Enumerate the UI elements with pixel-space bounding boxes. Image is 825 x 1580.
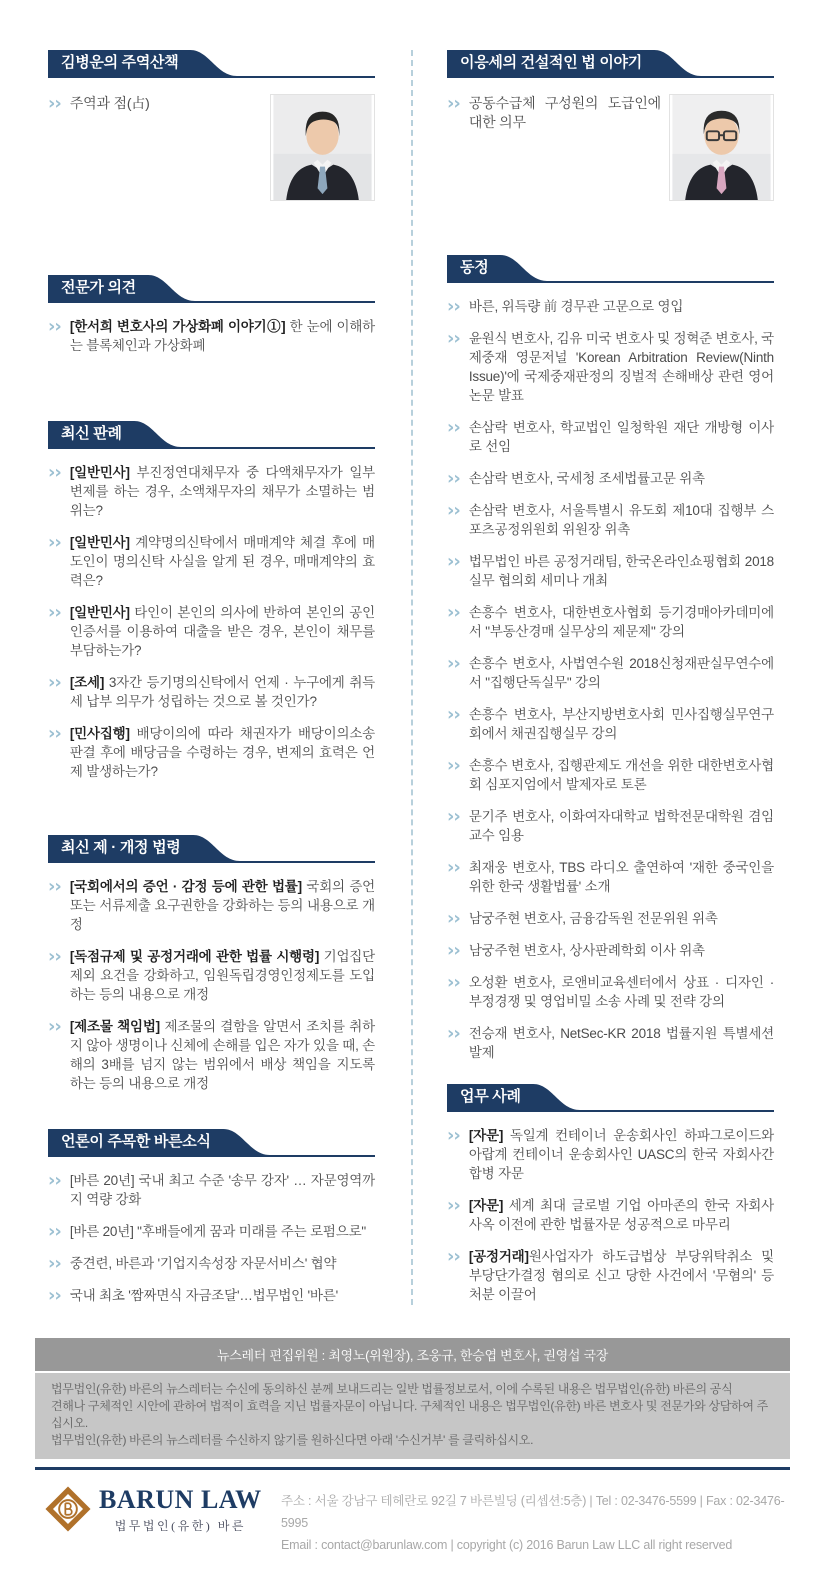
- double-chevron-icon: ››: [48, 1285, 61, 1306]
- list-item[interactable]: [48, 724, 375, 781]
- double-chevron-icon: ››: [447, 417, 460, 438]
- double-chevron-icon: ››: [48, 93, 61, 114]
- barun-law-logo[interactable]: [45, 1486, 262, 1534]
- column-divider: [411, 50, 413, 1305]
- item-text: 국내 최초 '짬짜면식 자금조달'…법무법인 '바른': [69, 1288, 338, 1303]
- section-banner: [48, 275, 139, 301]
- list-item[interactable]: [447, 654, 774, 692]
- section-title: 업무 사례: [460, 1088, 521, 1105]
- banner-swoosh-icon: [181, 50, 237, 76]
- banner-swoosh-icon: [214, 1129, 270, 1155]
- list-item[interactable]: [447, 1126, 774, 1183]
- section-expert-opinion: [48, 275, 375, 355]
- double-chevron-icon: ››: [48, 1016, 61, 1037]
- double-chevron-icon: ››: [48, 602, 61, 623]
- list-item[interactable]: [447, 1024, 774, 1062]
- banner-swoosh-icon: [125, 421, 181, 447]
- banner-swoosh-icon: [184, 835, 240, 861]
- section-banner: [48, 50, 181, 76]
- double-chevron-icon: ››: [447, 468, 460, 489]
- list-item[interactable]: [48, 1286, 375, 1305]
- item-text: [공정거래]원사업자가 하도급법상 부당위탁취소 및 부당단가결정 혐의로 신고 당한 사건에서 '무혐의' 등 처분 이끌어: [468, 1249, 774, 1302]
- editorial-committee-bar: 뉴스레터 편집위원 : 최영노(위원장), 조웅규, 한승엽 변호사, 권영섭 국장: [35, 1338, 790, 1371]
- list-item[interactable]: [447, 329, 774, 405]
- list-item[interactable]: [48, 1171, 375, 1209]
- section-header: [48, 835, 375, 863]
- barun-law-diamond-icon: [45, 1486, 91, 1532]
- double-chevron-icon: ››: [48, 1221, 61, 1242]
- section-banner: [447, 255, 491, 281]
- section-title: 최신 제 · 개정 법령: [61, 839, 181, 856]
- item-text: 바른, 위득량 前 경무관 고문으로 영입: [468, 299, 684, 314]
- item-text: 손흥수 변호사, 대한변호사협회 등기경매아카데미에서 "부동산경매 실무상의 제문제" 강의: [468, 605, 774, 639]
- double-chevron-icon: ››: [447, 93, 460, 114]
- item-text: [바른 20년] 국내 최고 수준 '송무 강자' … 자문영역까지 역량 강화: [69, 1173, 375, 1207]
- double-chevron-icon: ››: [447, 602, 460, 623]
- disclaimer-line: 견해나 구체적인 시안에 관하여 법적이 효력을 지닌 법률자문이 아닙니다. 구체적인 내용은 법무법인(유한) 바른 변호사 및 전문가와 상담하여 주십시오.: [51, 1399, 768, 1430]
- list-item[interactable]: [447, 603, 774, 641]
- double-chevron-icon: ››: [447, 755, 460, 776]
- contact-address-block: [281, 1486, 786, 1556]
- section-items: [447, 297, 774, 1062]
- double-chevron-icon: ››: [447, 806, 460, 827]
- item-text: 손삼락 변호사, 학교법인 일청학원 재단 개방형 이사로 선임: [468, 420, 774, 454]
- section-items: [48, 463, 375, 781]
- section-title: 전문가 의견: [61, 279, 136, 296]
- feature-article-title: 공동수급체 구성원의 도급인에 대한 의무: [468, 95, 661, 130]
- double-chevron-icon: ››: [48, 532, 61, 553]
- logo-text: [99, 1486, 262, 1534]
- list-item[interactable]: [447, 807, 774, 845]
- left-column: [48, 50, 375, 1305]
- double-chevron-icon: ››: [447, 551, 460, 572]
- list-item[interactable]: [48, 673, 375, 711]
- section-items: [447, 1126, 774, 1304]
- footer-bottom: [35, 1470, 790, 1580]
- section-banner: [48, 1129, 214, 1155]
- item-text: 오성환 변호사, 로앤비교육센터에서 상표 · 디자인 · 부정경쟁 및 영업비밀 소송 사례 및 전략 강의: [468, 975, 774, 1009]
- feature-row: [447, 94, 774, 201]
- logo-subtitle: 법무법인(유한) 바른: [114, 1519, 246, 1533]
- item-text: [일반민사] 부진정연대채무자 중 다액채무자가 일부 변제를 하는 경우, 소액채무자의 채무가 소멸하는 범위는?: [69, 465, 375, 518]
- item-text: 문기주 변호사, 이화여자대학교 법학전문대학원 겸임교수 임용: [468, 809, 774, 843]
- section-items: [48, 317, 375, 355]
- section-banner: [48, 835, 184, 861]
- list-item[interactable]: [48, 533, 375, 590]
- item-text: 손흥수 변호사, 집행관제도 개선을 위한 대한변호사협회 심포지엄에서 발제자로 토론: [468, 758, 774, 792]
- item-text: [민사집행] 배당이의에 따라 채권자가 배당이의소송 판결 후에 배당금을 수령하는 경우, 변제의 효력은 언제 발생하는가?: [69, 726, 375, 779]
- section-banner: [447, 1084, 524, 1110]
- item-text: [국회에서의 증언 · 감정 등에 관한 법률] 국회의 증언 또는 서류제출 요구권한을 강화하는 등의 내용으로 개정: [69, 879, 376, 932]
- list-item[interactable]: [447, 1196, 774, 1234]
- item-text: [일반민사] 타인이 본인의 의사에 반하여 본인의 공인인증서를 이용하여 대출을 받은 경우, 본인이 채무를 부담하는가?: [69, 605, 375, 658]
- list-item[interactable]: [447, 418, 774, 456]
- section-items: [48, 877, 375, 1093]
- section-header: [48, 50, 375, 78]
- disclaimer-line: 법무법인(유한) 바른의 뉴스레터를 수신하지 않기를 원하신다면 아래 '수신거부' 를 클릭하십시오.: [51, 1433, 534, 1447]
- section-header: [48, 421, 375, 449]
- section-recent-laws: [48, 835, 375, 1093]
- banner-swoosh-icon: [491, 255, 547, 281]
- section-press-news: [48, 1129, 375, 1305]
- section-header: [48, 275, 375, 303]
- list-item[interactable]: [48, 1222, 375, 1241]
- section-title: 김병운의 주역산책: [61, 54, 179, 71]
- double-chevron-icon: ››: [447, 296, 460, 317]
- double-chevron-icon: ››: [447, 972, 460, 993]
- list-item[interactable]: [447, 858, 774, 896]
- double-chevron-icon: ››: [48, 1170, 61, 1191]
- item-text: 손삼락 변호사, 국세청 조세법률고문 위촉: [468, 471, 705, 486]
- feature-article-title: 주역과 점(占): [69, 95, 150, 111]
- section-items: [48, 1171, 375, 1305]
- list-item[interactable]: [447, 469, 774, 488]
- double-chevron-icon: ››: [48, 946, 61, 967]
- list-item[interactable]: [48, 317, 375, 355]
- section-title: 언론이 주목한 바른소식: [61, 1133, 211, 1150]
- list-item[interactable]: [48, 1254, 375, 1273]
- section-title: 동정: [460, 259, 489, 276]
- item-text: 최재웅 변호사, TBS 라디오 출연하여 '재한 중국인을 위한 한국 생활법률' 소개: [468, 860, 774, 894]
- section-banner: [447, 50, 645, 76]
- section-feature-left: [48, 50, 375, 201]
- list-item[interactable]: [447, 1247, 774, 1304]
- list-item[interactable]: [48, 1017, 375, 1093]
- section-work-cases: [447, 1084, 774, 1304]
- section-recent-cases: [48, 421, 375, 781]
- list-item[interactable]: [447, 756, 774, 794]
- list-item[interactable]: [447, 941, 774, 960]
- banner-swoosh-icon: [645, 50, 701, 76]
- item-text: 중견련, 바른과 '기업지속성장 자문서비스' 협약: [69, 1256, 337, 1271]
- feature-row: [48, 94, 375, 201]
- address-line: Email : contact@barunlaw.com | copyright (c) 2016 Barun Law LLC all right reserved: [281, 1538, 733, 1552]
- double-chevron-icon: ››: [48, 876, 61, 897]
- section-header: [447, 255, 774, 283]
- item-text: 윤원식 변호사, 김유 미국 변호사 및 정혁준 변호사, 국제중재 영문저널 'Korean Arbitration Review(Ninth Issue)'에 국제중재판정의 징벌적 손해배상 관련 영어 논문 발표: [468, 331, 775, 403]
- item-text: [바른 20년] "후배들에게 꿈과 미래를 주는 로펌으로": [69, 1224, 367, 1239]
- portrait-photo-left[interactable]: [270, 94, 375, 201]
- double-chevron-icon: ››: [447, 857, 460, 878]
- double-chevron-icon: ››: [447, 328, 460, 349]
- double-chevron-icon: ››: [447, 1023, 460, 1044]
- section-title: 이응세의 건설적인 법 이야기: [460, 54, 642, 71]
- item-text: 손흥수 변호사, 사법연수원 2018신청재판실무연수에서 "집행단독실무" 강의: [468, 656, 774, 690]
- double-chevron-icon: ››: [447, 1195, 460, 1216]
- list-item[interactable]: [48, 877, 375, 934]
- double-chevron-icon: ››: [447, 908, 460, 929]
- logo-brand: BARUN LAW: [99, 1485, 262, 1514]
- male-portrait-illustration: [670, 95, 773, 200]
- list-item[interactable]: [447, 552, 774, 590]
- item-text: 전승재 변호사, NetSec-KR 2018 법률지원 특별세션 발제: [468, 1026, 774, 1060]
- section-header: [447, 1084, 774, 1112]
- item-text: [자문] 독일계 컨테이너 운송회사인 하파그로이드와 아랍계 컨테이너 운송회사인 UASC의 한국 자회사간 합병 자문: [468, 1128, 774, 1181]
- item-text: [조세] 3자간 등기명의신탁에서 언제 · 누구에게 취득세 납부 의무가 성립하는 것으로 볼 것인가?: [69, 675, 375, 709]
- list-item[interactable]: [447, 705, 774, 743]
- double-chevron-icon: ››: [48, 316, 61, 337]
- list-item[interactable]: [48, 947, 375, 1004]
- double-chevron-icon: ››: [447, 940, 460, 961]
- section-header: [447, 50, 774, 78]
- section-feature-right: [447, 50, 774, 201]
- item-text: [한서희 변호사의 가상화폐 이야기①] 한 눈에 이해하는 블록체인과 가상화폐: [69, 319, 375, 353]
- banner-swoosh-icon: [524, 1084, 580, 1110]
- item-text: 손삼락 변호사, 서울특별시 유도회 제10대 집행부 스포츠공정위원회 위원장 위촉: [468, 503, 774, 537]
- double-chevron-icon: ››: [447, 1246, 460, 1267]
- list-item[interactable]: [48, 463, 375, 520]
- item-text: 법무법인 바른 공정거래팀, 한국온라인쇼핑협회 2018 실무 협의회 세미나 개최: [468, 554, 774, 588]
- item-text: 남궁주현 변호사, 상사판례학회 이사 위촉: [468, 943, 705, 958]
- item-text: [자문] 세계 최대 글로벌 기업 아마존의 한국 자회사 사옥 이전에 관한 법률자문 성공적으로 마무리: [468, 1198, 774, 1232]
- section-title: 최신 판례: [61, 425, 122, 442]
- male-portrait-illustration: [271, 95, 374, 200]
- item-text: [제조물 책임법] 제조물의 결함을 알면서 조치를 취하지 않아 생명이나 신체에 손해를 입은 자가 있을 때, 손해의 3배를 넘지 않는 범위에서 배상 책임을 지도록 하는 등의 내용으로 개정: [69, 1019, 376, 1091]
- double-chevron-icon: ››: [48, 672, 61, 693]
- list-item[interactable]: [48, 603, 375, 660]
- list-item[interactable]: [447, 909, 774, 928]
- disclaimer-box: [35, 1373, 790, 1459]
- right-column: [447, 50, 774, 1305]
- double-chevron-icon: ››: [48, 1253, 61, 1274]
- list-item[interactable]: [447, 501, 774, 539]
- section-banner: [48, 421, 125, 447]
- item-text: 손흥수 변호사, 부산지방변호사회 민사집행실무연구회에서 채권집행실무 강의: [468, 707, 774, 741]
- address-line: 주소 : 서울 강남구 테헤란로 92길 7 바른빌딩 (리셉션:5층) | Tel : 02-3476-5599 | Fax : 02-3476-5995: [281, 1494, 785, 1530]
- double-chevron-icon: ››: [48, 723, 61, 744]
- list-item[interactable]: [447, 297, 774, 316]
- double-chevron-icon: ››: [447, 653, 460, 674]
- double-chevron-icon: ››: [447, 704, 460, 725]
- item-text: 남궁주현 변호사, 금융감독원 전문위원 위촉: [468, 911, 718, 926]
- feature-article-link[interactable]: [447, 94, 669, 201]
- list-item[interactable]: [447, 973, 774, 1011]
- section-trends: [447, 255, 774, 1062]
- double-chevron-icon: ››: [447, 500, 460, 521]
- disclaimer-line: 법무법인(유한) 바른의 뉴스레터는 수신에 동의하신 분께 보내드리는 일반 법률정보로서, 이에 수록된 내용은 법무법인(유한) 바른의 공식: [51, 1382, 733, 1396]
- banner-swoosh-icon: [139, 275, 195, 301]
- feature-article-link[interactable]: [48, 94, 270, 201]
- item-text: [일반민사] 계약명의신탁에서 매매계약 체결 후에 매도인이 명의신탁 사실을 알게 된 경우, 매매계약의 효력은?: [69, 535, 375, 588]
- section-header: [48, 1129, 375, 1157]
- portrait-photo-right[interactable]: [669, 94, 774, 201]
- item-text: [독점규제 및 공정거래에 관한 법률 시행령] 기업집단 제외 요건을 강화하고, 임원독립경영인정제도를 도입하는 등의 내용으로 개정: [69, 949, 375, 1002]
- footer: [35, 1338, 790, 1580]
- double-chevron-icon: ››: [447, 1125, 460, 1146]
- double-chevron-icon: ››: [48, 462, 61, 483]
